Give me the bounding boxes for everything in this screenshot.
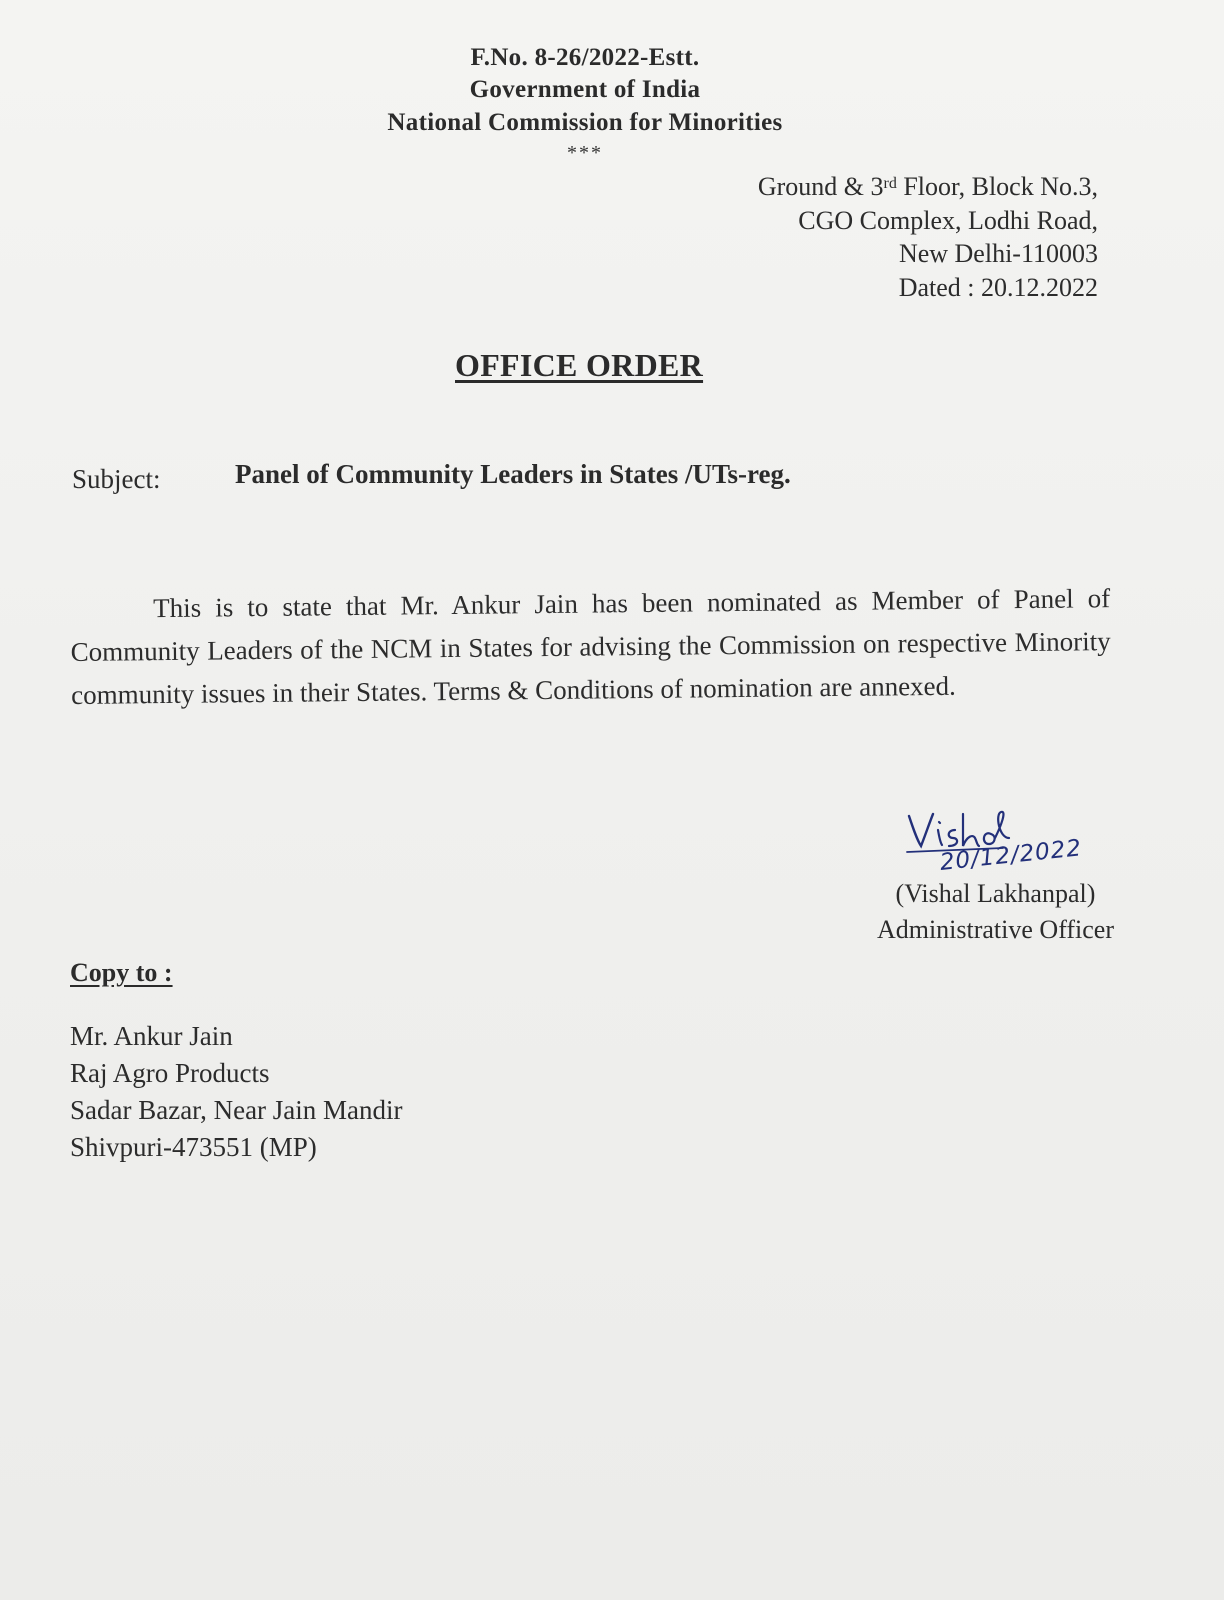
address-line-1: Ground & 3rd Floor, Block No.3, [757,172,1098,201]
signature-date: 20/12/2022 [938,835,1084,876]
copy-to-label: Copy to : [70,958,173,987]
dated-line: Dated : 20.12.2022 [898,272,1098,302]
header-separator: *** [567,142,603,164]
document-title: OFFICE ORDER [455,347,704,383]
address-line-2: CGO Complex, Lodhi Road, [798,205,1098,235]
copy-to-address [70,1018,403,1166]
address-line-3: New Delhi-110003 [898,239,1098,268]
copy-line: Shivpuri-473551 (MP) [70,1132,317,1162]
copy-line: Mr. Ankur Jain [70,1021,233,1051]
government-name: Government of India [469,76,701,103]
copy-line: Sadar Bazar, Near Jain Mandir [70,1095,403,1125]
file-number: F.No. 8-26/2022-Estt. [470,44,700,71]
signature-block [877,876,1114,948]
body-paragraph: This is to state that Mr. Ankur Jain has been nominated as Member of Panel of Community Leaders of the NCM in States for advising the Commission on respective Minority community issues in their States. Terms & Conditions of nomination are annexed. [70,583,1111,710]
copy-line: Raj Agro Products [70,1058,270,1088]
address-block [758,170,1098,304]
subject-text: Panel of Community Leaders in States /UTs-reg. [235,459,791,489]
commission-name: National Commission for Minorities [387,109,783,136]
signatory-designation: Administrative Officer [876,915,1114,944]
signatory-name: (Vishal Lakhanpal) [895,879,1096,908]
subject-label: Subject: [72,464,161,494]
